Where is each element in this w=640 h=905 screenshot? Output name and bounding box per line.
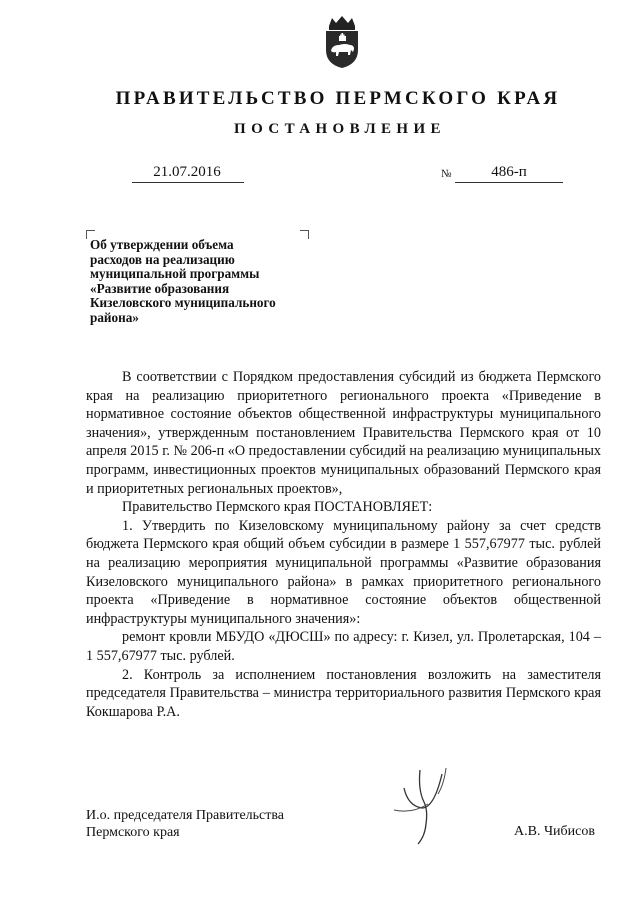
government-title: ПРАВИТЕЛЬСТВО ПЕРМСКОГО КРАЯ [115, 88, 561, 109]
item-1-paragraph: 1. Утвердить по Кизеловскому муниципальному району за счет средств бюджета Пермского края общий объем субсидии в размере 1 557,67977 тыс. рублей на реализацию мероприятия муниципальной программы «Развитие образования Кизеловского муниципального района» в рамках приоритетного регионального проекта «Приведение в нормативное состояние объектов общественной инфраструктуры муниципального значения»: [86, 517, 601, 627]
document-type: ПОСТАНОВЛЕНИЕ [234, 121, 446, 137]
handwritten-signature-icon [382, 764, 462, 846]
signatory-title-line: Пермского края [86, 825, 180, 840]
subject-line: расходов на реализацию [90, 251, 235, 267]
subject-line: «Развитие образования [90, 280, 230, 296]
number-sign: № [441, 168, 452, 180]
document-number: 486-п [491, 164, 527, 180]
number-underline [455, 182, 563, 183]
item-1-detail-paragraph: ремонт кровли МБУДО «ДЮСШ» по адресу: г. Кизел, ул. Пролетарская, 104 – 1 557,67977 тыс. рублей. [86, 629, 601, 664]
date-underline [132, 182, 244, 183]
subject-line: района» [90, 309, 139, 325]
document-subject [90, 238, 320, 326]
document-body [86, 368, 601, 721]
signatory-title-line: И.о. председателя Правительства [86, 808, 285, 823]
signatory-title [86, 807, 284, 841]
subject-line: Об утверждении объема [90, 237, 234, 252]
document-date: 21.07.2016 [153, 164, 221, 180]
subject-line: Кизеловского муниципального [90, 295, 276, 311]
preamble-paragraph: В соответствии с Порядком предоставления субсидий из бюджета Пермского края на реализацию приоритетного регионального проекта «Приведение в нормативное состояние объектов общественной инфраструктуры муниципального значения», утвержденным постановлением Правительства Пермского края от 10 апреля 2015 г. № 206-п «О предоставлении субсидий на реализацию муниципальных программ, инвестиционных проектов муниципальных образований Пермского края и приоритетных региональных проектов», [86, 369, 601, 497]
subject-line: муниципальной программы [90, 266, 260, 282]
item-2-paragraph: 2. Контроль за исполнением постановления возложить на заместителя председателя Правительства – министра территориального развития Пермского края Кокшарова Р.А. [86, 666, 601, 720]
resolves-paragraph: Правительство Пермского края ПОСТАНОВЛЯЕТ: [122, 499, 433, 516]
coat-of-arms-icon [320, 14, 364, 70]
signatory-name: А.В. Чибисов [514, 824, 595, 839]
